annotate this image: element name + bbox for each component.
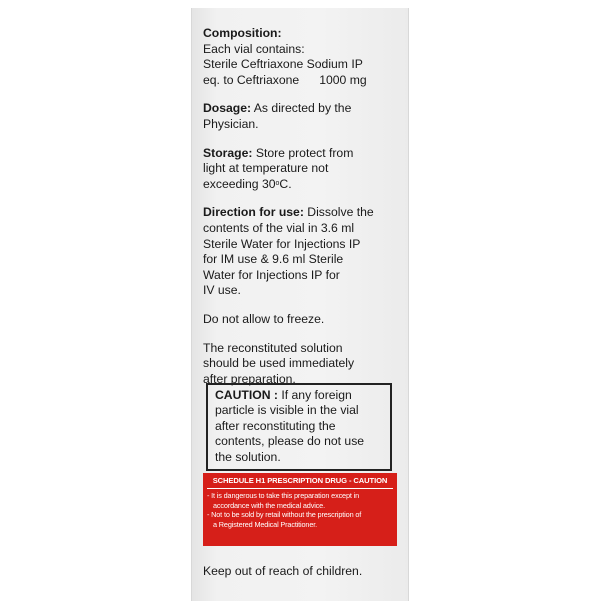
schedule-heading: SCHEDULE H1 PRESCRIPTION DRUG - CAUTION bbox=[207, 476, 393, 489]
direction-line-6: IV use. bbox=[203, 283, 241, 298]
storage-unit: C. bbox=[279, 176, 292, 191]
caution-line-1 bbox=[215, 388, 385, 403]
reconstituted-line-2: should be used immediately bbox=[203, 356, 355, 371]
direction-text-1: Dissolve the bbox=[303, 205, 374, 220]
direction-line-1 bbox=[203, 205, 403, 221]
schedule-h1-warning bbox=[203, 473, 397, 546]
caution-line-5: the solution. bbox=[215, 449, 281, 464]
composition-line-1: Each vial contains: bbox=[203, 41, 305, 56]
storage-line-3 bbox=[203, 177, 403, 193]
storage-heading: Storage: bbox=[203, 145, 253, 160]
caution-heading: CAUTION : bbox=[215, 388, 278, 402]
composition-dose: 1000 mg bbox=[319, 72, 367, 87]
composition-line-2: Sterile Ceftriaxone Sodium IP bbox=[203, 57, 363, 72]
storage-text-3: exceeding 30 bbox=[203, 176, 276, 191]
dosage-heading: Dosage: bbox=[203, 101, 252, 116]
dosage-section bbox=[203, 101, 403, 132]
direction-line-2: contents of the vial in 3.6 ml bbox=[203, 220, 355, 235]
composition-line-3 bbox=[203, 73, 403, 89]
direction-line-4: for IM use & 9.6 ml Sterile bbox=[203, 252, 344, 267]
schedule-bullet-2-line-2: a Registered Medical Practitioner. bbox=[213, 519, 318, 529]
storage-line-2: light at temperature not bbox=[203, 161, 329, 176]
medicine-label-panel bbox=[191, 8, 409, 601]
caution-text-1: If any foreign bbox=[277, 388, 352, 402]
degree-symbol: o bbox=[275, 179, 280, 187]
dosage-text-1: As directed by the bbox=[251, 101, 352, 116]
label-text-block bbox=[203, 26, 403, 387]
reconstituted-line-1: The reconstituted solution bbox=[203, 340, 343, 355]
caution-line-3: after reconstituting the bbox=[215, 418, 336, 433]
keep-out-of-reach-note: Keep out of reach of children. bbox=[203, 564, 363, 578]
schedule-bullet-2-line-1: - Not to be sold by retail without the prescription of bbox=[207, 510, 362, 520]
dosage-line-1 bbox=[203, 101, 403, 117]
storage-text-1: Store protect from bbox=[252, 145, 354, 160]
composition-equivalent: eq. to Ceftriaxone bbox=[203, 72, 300, 87]
reconstituted-section bbox=[203, 341, 403, 388]
composition-heading: Composition: bbox=[203, 26, 282, 40]
freeze-note: Do not allow to freeze. bbox=[203, 311, 325, 326]
direction-section bbox=[203, 205, 403, 299]
direction-line-5: Water for Injections IP for bbox=[203, 267, 340, 282]
storage-line-1 bbox=[203, 146, 403, 162]
caution-line-4: contents, please do not use bbox=[215, 434, 365, 449]
storage-section bbox=[203, 146, 403, 193]
dosage-line-2: Physician. bbox=[203, 116, 259, 131]
caution-line-2: particle is visible in the vial bbox=[215, 403, 359, 418]
schedule-bullet-1-line-1: - It is dangerous to take this preparation except in bbox=[207, 491, 360, 501]
composition-section bbox=[203, 26, 403, 88]
reconstituted-line-3: after preparation. bbox=[203, 371, 296, 386]
direction-heading: Direction for use: bbox=[203, 205, 304, 220]
direction-line-3: Sterile Water for Injections IP bbox=[203, 236, 361, 251]
caution-box bbox=[206, 383, 392, 471]
schedule-bullet-1-line-2: accordance with the medical advice. bbox=[213, 500, 325, 510]
freeze-section bbox=[203, 312, 403, 328]
